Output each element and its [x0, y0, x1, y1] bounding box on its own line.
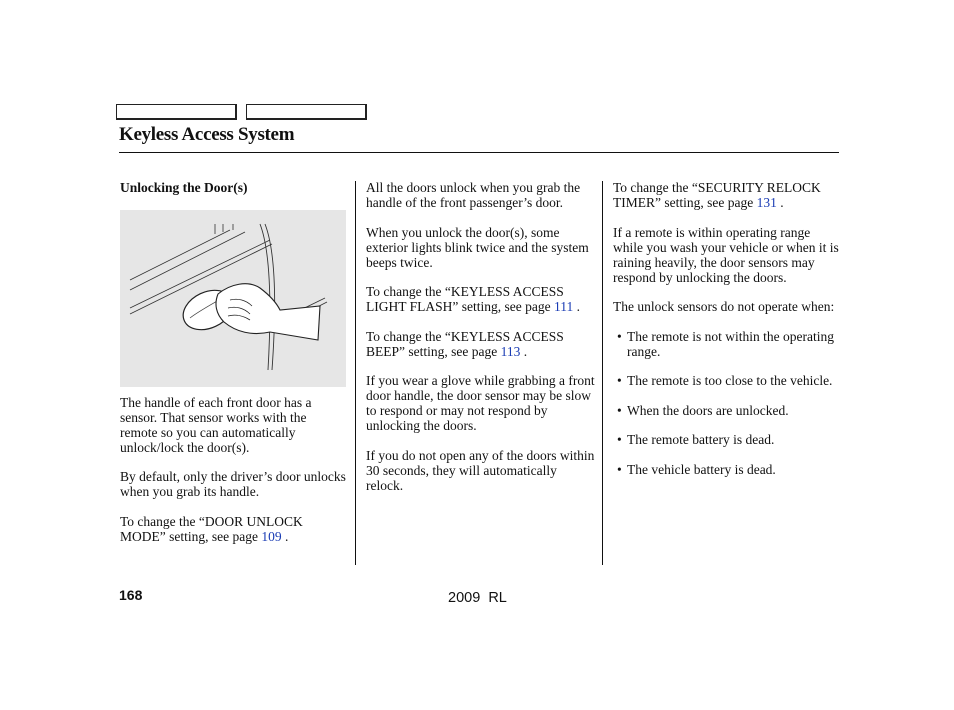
paragraph: If you wear a glove while grabbing a front door handle, the door sensor may be slow to respond or may not respond by unlocking the doors. [366, 373, 595, 433]
list-item [613, 403, 843, 418]
paragraph [366, 284, 596, 314]
list-item-text: The vehicle battery is dead. [627, 461, 776, 477]
list-item [613, 462, 843, 477]
paragraph-end: . [520, 343, 528, 359]
title-divider [119, 152, 839, 153]
page-reference-link[interactable]: 111 [553, 299, 574, 314]
bullet-icon: • [617, 328, 622, 344]
paragraph [613, 180, 843, 210]
page-reference-link[interactable]: 113 [500, 343, 521, 359]
paragraph-end: . [281, 528, 289, 544]
paragraph-text: To change the “SECURITY RELOCK TIMER” setting, see page [613, 180, 821, 210]
list-item [613, 329, 843, 359]
paragraph: By default, only the driver’s door unlocks when you grab its handle. [120, 469, 346, 499]
paragraph: When you unlock the door(s), some exterior lights blink twice and the system beeps twice. [366, 224, 589, 270]
section-heading: Unlocking the Door(s) [120, 180, 248, 195]
paragraph: All the doors unlock when you grab the handle of the front passenger’s door. [366, 180, 581, 210]
list-item-text: The remote battery is dead. [627, 432, 775, 447]
conditions-list [613, 329, 843, 477]
list-item-text: When the doors are unlocked. [627, 402, 789, 418]
column-1 [120, 180, 346, 558]
column-divider-1 [355, 181, 356, 565]
page-title: Keyless Access System [119, 124, 295, 145]
paragraph: If you do not open any of the doors within 30 seconds, they will automatically relock. [366, 447, 595, 493]
page-reference-link[interactable]: 131 [756, 195, 777, 210]
paragraph: The unlock sensors do not operate when: [613, 299, 835, 314]
door-handle-illustration [120, 210, 346, 387]
paragraph-end: . [573, 299, 580, 314]
bullet-icon: • [617, 373, 622, 388]
paragraph-text: To change the “KEYLESS ACCESS LIGHT FLASH” setting, see page [366, 284, 564, 314]
paragraph-end: . [776, 195, 784, 210]
paragraph-text: To change the “DOOR UNLOCK MODE” setting, see page [120, 513, 303, 544]
section-tab-2 [246, 104, 367, 120]
bullet-icon: • [617, 432, 622, 447]
paragraph [366, 329, 596, 359]
column-divider-2 [602, 181, 603, 565]
bullet-icon: • [617, 402, 622, 418]
bullet-icon: • [617, 461, 622, 477]
list-item-text: The remote is not within the operating range. [627, 328, 834, 359]
page-number: 168 [119, 587, 143, 603]
footer-model: 2009 RL [448, 590, 507, 606]
paragraph: If a remote is within operating range while you wash your vehicle or when it is raining heavily, the door sensors may respond by unlocking the doors. [613, 224, 839, 285]
column-3 [613, 180, 843, 491]
paragraph-text: To change the “KEYLESS ACCESS BEEP” setting, see page [366, 328, 564, 359]
list-item [613, 432, 843, 447]
list-item-text: The remote is too close to the vehicle. [627, 373, 833, 388]
list-item [613, 373, 843, 388]
paragraph: The handle of each front door has a sensor. That sensor works with the remote so you can automatically unlock/lock the door(s). [120, 394, 312, 455]
section-tab-1 [116, 104, 237, 120]
column-2 [366, 180, 596, 507]
page-reference-link[interactable]: 109 [261, 528, 282, 544]
paragraph [120, 514, 346, 544]
